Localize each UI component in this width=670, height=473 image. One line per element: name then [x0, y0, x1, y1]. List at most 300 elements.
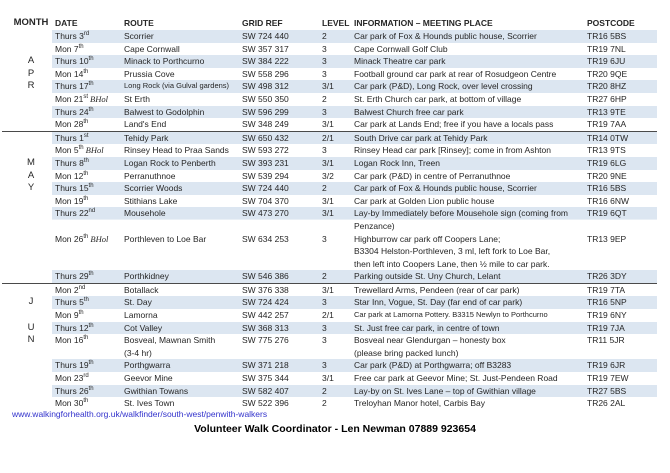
- date-ordinal: th: [88, 360, 94, 367]
- column-header-information: INFORMATION – MEETING PLACE: [354, 18, 493, 28]
- cell-month-letter: [10, 233, 52, 271]
- table-row: [2, 359, 657, 372]
- cell-info: [352, 170, 585, 183]
- cell-info: [352, 334, 585, 359]
- cell-route: [122, 397, 240, 410]
- cell-text-line: St. Just free car park, in centre of town: [354, 322, 500, 333]
- cell-grid-ref: SW 550 350: [242, 93, 289, 104]
- cell-route: [122, 309, 240, 322]
- cell-month-letter: [10, 270, 52, 283]
- cell-text-line: Car park (P&D) at Porthgwarra; off B3283: [354, 360, 512, 371]
- cell-month-letter: [10, 284, 52, 297]
- cell-month-letter: [10, 385, 52, 398]
- cell-grid-ref: SW 775 276: [242, 335, 289, 346]
- cell-postcode: TR27 5BS: [587, 385, 627, 396]
- cell-text-line: Mousehole: [124, 208, 166, 219]
- cell-level: 3: [322, 322, 327, 333]
- cell-grid-ref: SW 546 386: [242, 271, 289, 282]
- cell-text-line: (please bring packed lunch): [354, 347, 459, 358]
- cell-date: Thurs 26th: [55, 385, 94, 396]
- cell-text-line: Long Rock (via Gulval gardens): [124, 81, 230, 91]
- date-ordinal: th: [88, 385, 94, 392]
- cell-grid-ref: SW 650 432: [242, 132, 289, 143]
- cell-month-letter: [10, 195, 52, 208]
- cell-route: [122, 106, 240, 119]
- cell-text-line: Cot Valley: [124, 322, 163, 333]
- date-ordinal: rd: [83, 31, 90, 38]
- cell-text-line: Cape Cornwall: [124, 43, 180, 54]
- cell-grid-ref: SW 596 299: [242, 106, 289, 117]
- cell-level: 3/1: [322, 157, 334, 168]
- cell-route: [122, 43, 240, 56]
- cell-date: Thurs 3rd: [55, 31, 90, 41]
- cell-level: 3/1: [322, 195, 334, 206]
- table-row: [2, 195, 657, 208]
- cell-info: [352, 55, 585, 68]
- date-ordinal: th: [83, 335, 89, 342]
- cell-text-line: Cape Cornwall Golf Club: [354, 43, 448, 54]
- cell-grid-ref: SW 558 296: [242, 68, 289, 79]
- date-ordinal: th: [88, 271, 94, 278]
- cell-text-line: Treloyhan Manor hotel, Carbis Bay: [354, 398, 486, 409]
- cell-month-letter: [10, 359, 52, 372]
- table-row: [2, 397, 657, 410]
- cell-month-letter: A: [27, 55, 35, 67]
- cell-grid-ref: SW 724 424: [242, 297, 289, 308]
- cell-info: [352, 43, 585, 56]
- cell-text-line: Balwest to Godolphin: [124, 106, 205, 117]
- date-ordinal: th: [83, 195, 89, 202]
- cell-level: 3/1: [322, 284, 334, 295]
- cell-info: [352, 80, 585, 93]
- cell-info: [352, 233, 585, 271]
- cell-text-line: Star Inn, Vogue, St. Day (far end of car park): [354, 297, 523, 308]
- cell-info: [352, 132, 585, 145]
- cell-level: 2: [322, 93, 327, 104]
- cell-text-line: Car park at Lamorna Pottery. B3315 Newlyn to Porthcurno: [354, 310, 548, 320]
- table-row: [2, 80, 657, 93]
- cell-grid-ref: SW 348 249: [242, 119, 289, 130]
- cell-route: [122, 334, 240, 359]
- table-row: [2, 296, 657, 309]
- cell-month-letter: [10, 207, 52, 232]
- cell-text-line: St Erth: [124, 93, 150, 104]
- cell-grid-ref: SW 376 338: [242, 284, 289, 295]
- cell-info: [352, 270, 585, 283]
- cell-route: [122, 372, 240, 385]
- cell-level: 3: [322, 233, 327, 244]
- cell-date: Mon 26th BHol: [55, 233, 109, 244]
- cell-postcode: TR20 8HZ: [587, 81, 627, 92]
- cell-postcode: TR20 9QE: [587, 68, 628, 79]
- cell-text-line: Tehidy Park: [124, 132, 169, 143]
- cell-month-letter: U: [27, 321, 35, 333]
- cell-month-letter: M: [27, 156, 35, 168]
- cell-postcode: TR14 0TW: [587, 132, 629, 143]
- cell-text-line: St. Ives Town: [124, 398, 175, 409]
- column-header-level: LEVEL: [322, 18, 350, 28]
- date-ordinal: th: [88, 183, 94, 190]
- cell-route: [122, 284, 240, 297]
- cell-info: [352, 359, 585, 372]
- cell-level: 2: [322, 271, 327, 282]
- cell-postcode: TR19 6JR: [587, 360, 626, 371]
- cell-text-line: Car park at Lands End; free if you have a locals pass: [354, 119, 554, 130]
- date-ordinal: th: [83, 398, 89, 405]
- cell-route: [122, 170, 240, 183]
- table-row: [2, 43, 657, 56]
- table-row: [2, 144, 657, 157]
- cell-grid-ref: SW 357 317: [242, 43, 289, 54]
- table-row: [2, 55, 657, 68]
- cell-text-line: then left into Coopers Lane, then ½ mile to car park.: [354, 258, 550, 269]
- cell-grid-ref: SW 375 344: [242, 373, 289, 384]
- cell-date: Thurs 22nd: [55, 208, 96, 219]
- cell-month-letter: [10, 118, 52, 131]
- cell-level: 3: [322, 335, 327, 346]
- cell-route: [122, 80, 240, 93]
- cell-date: Mon 19th: [55, 195, 89, 206]
- date-ordinal: th: [88, 106, 94, 113]
- cell-month-letter: N: [27, 334, 35, 346]
- cell-route: [122, 296, 240, 309]
- cell-route: [122, 359, 240, 372]
- bank-holiday-label: BHol: [85, 145, 104, 156]
- footer-link[interactable]: www.walkingforhealth.org.uk/walkfinder/south-west/penwith-walkers: [12, 409, 268, 419]
- cell-text-line: Penzance): [354, 220, 395, 231]
- cell-route: [122, 270, 240, 283]
- cell-postcode: TR20 9NE: [587, 170, 627, 181]
- cell-date: Thurs 15th: [55, 183, 94, 194]
- cell-info: [352, 118, 585, 131]
- cell-text-line: Logan Rock Inn, Treen: [354, 157, 441, 168]
- table-row: [2, 170, 657, 183]
- table-row: [2, 106, 657, 119]
- cell-route: [122, 30, 240, 43]
- cell-text-line: Minack Theatre car park: [354, 56, 446, 67]
- cell-postcode: TR16 5NP: [587, 297, 627, 308]
- cell-text-line: Bosveal near Glendurgan – honesty box: [354, 335, 506, 346]
- cell-postcode: TR19 7EW: [587, 373, 629, 384]
- cell-route: [122, 207, 240, 232]
- cell-date: Thurs 19th: [55, 360, 94, 371]
- cell-grid-ref: SW 593 272: [242, 145, 289, 156]
- cell-text-line: Perranuthnoe: [124, 170, 176, 181]
- cell-info: [352, 309, 585, 322]
- table-body: [2, 30, 657, 410]
- cell-text-line: Football ground car park at rear of Rosudgeon Centre: [354, 68, 557, 79]
- cell-text-line: Geevor Mine: [124, 373, 173, 384]
- date-ordinal: th: [83, 297, 89, 304]
- table-header-row: [2, 17, 657, 30]
- cell-level: 3/1: [322, 119, 334, 130]
- cell-route: [122, 195, 240, 208]
- cell-grid-ref: SW 704 370: [242, 195, 289, 206]
- table-row: [2, 372, 657, 385]
- cell-text-line: Trewellard Arms, Pendeen (rear of car park): [354, 284, 520, 295]
- cell-text-line: Car park at Golden Lion public house: [354, 195, 495, 206]
- cell-text-line: Car park (P&D) in centre of Perranuthnoe: [354, 170, 511, 181]
- cell-postcode: TR19 6NY: [587, 310, 627, 321]
- cell-grid-ref: SW 371 218: [242, 360, 289, 371]
- table-row: [2, 284, 657, 297]
- cell-level: 2/1: [322, 310, 334, 321]
- cell-date: Mon 9th: [55, 310, 84, 321]
- cell-text-line: Lay-by on St. Ives Lane – top of Gwithian village: [354, 385, 536, 396]
- cell-info: [352, 385, 585, 398]
- cell-date: Mon 14th: [55, 68, 89, 79]
- cell-level: 3: [322, 43, 327, 54]
- month-section-may: [2, 131, 657, 283]
- walks-schedule-table: [2, 17, 657, 410]
- cell-level: 2: [322, 31, 327, 41]
- cell-month-letter: [10, 397, 52, 410]
- date-ordinal: st: [83, 132, 89, 139]
- cell-info: [352, 182, 585, 195]
- cell-date: Mon 12th: [55, 170, 89, 181]
- cell-text-line: Stithians Lake: [124, 195, 178, 206]
- table-row: [2, 30, 657, 43]
- cell-month-letter: [10, 132, 52, 145]
- cell-grid-ref: SW 724 440: [242, 183, 289, 194]
- table-row: [2, 93, 657, 106]
- cell-route: [122, 144, 240, 157]
- date-ordinal: th: [78, 43, 84, 50]
- cell-text-line: Scorrier Woods: [124, 183, 183, 194]
- cell-postcode: TR19 7AA: [587, 119, 627, 130]
- coordinator-text: Volunteer Walk Coordinator - Len Newman 07889 923654: [194, 423, 476, 435]
- cell-postcode: TR13 9TE: [587, 106, 626, 117]
- cell-text-line: Lay-by Immediately before Mousehole sign (coming from: [354, 208, 569, 219]
- table-row: [2, 270, 657, 283]
- cell-postcode: TR16 5BS: [587, 183, 627, 194]
- table-row: [2, 132, 657, 145]
- cell-level: 2/1: [322, 132, 334, 143]
- cell-route: [122, 55, 240, 68]
- cell-grid-ref: SW 724 440: [242, 31, 289, 41]
- date-ordinal: th: [88, 81, 94, 88]
- cell-text-line: Car park of Fox & Hounds public house, Scorrier: [354, 31, 537, 41]
- cell-level: 3/1: [322, 373, 334, 384]
- cell-text-line: Bosveal, Mawnan Smith: [124, 335, 216, 346]
- table-row: [2, 118, 657, 131]
- cell-level: 3: [322, 106, 327, 117]
- cell-postcode: TR13 9TS: [587, 145, 626, 156]
- cell-text-line: Lamorna: [124, 310, 158, 321]
- date-ordinal: nd: [88, 208, 96, 215]
- cell-level: 3: [322, 68, 327, 79]
- cell-level: 2: [322, 398, 327, 409]
- cell-text-line: Car park (P&D), Long Rock, over level crossing: [354, 81, 533, 92]
- cell-grid-ref: SW 368 313: [242, 322, 289, 333]
- cell-postcode: TR13 9EP: [587, 233, 627, 244]
- table-row: [2, 309, 657, 322]
- cell-info: [352, 397, 585, 410]
- cell-text-line: Highburrow car park off Coopers Lane;: [354, 233, 501, 244]
- date-ordinal: rd: [83, 373, 89, 380]
- column-header-month: MONTH: [13, 17, 49, 28]
- cell-route: [122, 385, 240, 398]
- cell-level: 2: [322, 385, 327, 396]
- cell-level: 3: [322, 297, 327, 308]
- cell-route: [122, 68, 240, 81]
- cell-month-letter: [10, 93, 52, 106]
- cell-route: [122, 118, 240, 131]
- cell-postcode: TR19 6QT: [587, 208, 627, 219]
- cell-date: Thurs 24th: [55, 106, 94, 117]
- table-row: [2, 233, 657, 271]
- column-header-route: ROUTE: [124, 18, 154, 28]
- cell-date: Mon 28th: [55, 119, 89, 130]
- cell-info: [352, 68, 585, 81]
- cell-info: [352, 296, 585, 309]
- cell-text-line: Free car park at Geevor Mine; St. Just-Pendeen Road: [354, 373, 558, 384]
- cell-month-letter: J: [28, 296, 34, 308]
- cell-date: Thurs 8th: [55, 157, 89, 168]
- table-row: [2, 334, 657, 359]
- cell-route: [122, 322, 240, 335]
- cell-text-line: Scorrier: [124, 31, 154, 41]
- cell-info: [352, 284, 585, 297]
- cell-grid-ref: SW 539 294: [242, 170, 289, 181]
- table-row: [2, 157, 657, 170]
- cell-month-letter: P: [27, 67, 35, 79]
- date-ordinal: th: [83, 158, 89, 165]
- cell-level: 3: [322, 145, 327, 156]
- cell-route: [122, 157, 240, 170]
- cell-level: 3/1: [322, 208, 334, 219]
- cell-date: Thurs 5th: [55, 297, 89, 308]
- cell-grid-ref: SW 522 396: [242, 398, 289, 409]
- column-header-postcode: POSTCODE: [587, 18, 635, 28]
- cell-grid-ref: SW 498 312: [242, 81, 289, 92]
- cell-info: [352, 322, 585, 335]
- cell-text-line: South Drive car park at Tehidy Park: [354, 132, 488, 143]
- cell-date: Mon 5th BHol: [55, 145, 104, 156]
- cell-date: Thurs 1st: [55, 132, 89, 143]
- cell-month-letter: [10, 43, 52, 56]
- cell-text-line: Porthgwarra: [124, 360, 171, 371]
- cell-route: [122, 93, 240, 106]
- table-row: [2, 385, 657, 398]
- date-ordinal: th: [83, 233, 89, 240]
- cell-postcode: TR16 6NW: [587, 195, 630, 206]
- cell-info: [352, 207, 585, 232]
- date-ordinal: th: [78, 145, 84, 152]
- cell-month-letter: R: [27, 80, 35, 92]
- cell-level: 2: [322, 183, 327, 194]
- date-ordinal: nd: [78, 285, 86, 292]
- date-ordinal: th: [83, 68, 89, 75]
- cell-grid-ref: SW 634 253: [242, 233, 289, 244]
- bank-holiday-label: BHol: [90, 93, 108, 104]
- cell-level: 3: [322, 56, 327, 67]
- cell-grid-ref: SW 442 257: [242, 310, 289, 321]
- cell-info: [352, 106, 585, 119]
- date-ordinal: th: [78, 310, 84, 317]
- cell-text-line: Rinsey Head car park [Rinsey]; come in from Ashton: [354, 145, 551, 156]
- column-header-grid-ref: GRID REF: [242, 18, 283, 28]
- cell-postcode: TR16 5BS: [587, 31, 627, 41]
- cell-month-letter: A: [27, 169, 35, 181]
- cell-route: [122, 132, 240, 145]
- cell-month-letter: [10, 144, 52, 157]
- cell-text-line: St. Erth Church car park, at bottom of village: [354, 93, 522, 104]
- cell-postcode: TR26 3DY: [587, 271, 627, 282]
- column-header-date: DATE: [55, 18, 78, 28]
- cell-month-letter: [10, 30, 52, 43]
- cell-date: Mon 30th: [55, 398, 89, 409]
- cell-level: 3: [322, 360, 327, 371]
- cell-date: Mon 7th: [55, 43, 84, 54]
- cell-date: Thurs 10th: [55, 56, 94, 67]
- cell-route: [122, 233, 240, 271]
- cell-grid-ref: SW 393 231: [242, 157, 289, 168]
- date-ordinal: th: [88, 322, 94, 329]
- month-section-apr: [2, 30, 657, 131]
- cell-month-letter: [10, 106, 52, 119]
- cell-text-line: Land's End: [124, 119, 167, 130]
- bank-holiday-label: BHol: [90, 233, 109, 244]
- cell-route: [122, 182, 240, 195]
- cell-level: 3/1: [322, 81, 334, 92]
- cell-month-letter: [10, 309, 52, 322]
- cell-text-line: Minack to Porthcurno: [124, 56, 205, 67]
- cell-text-line: Prussia Cove: [124, 68, 175, 79]
- cell-info: [352, 157, 585, 170]
- cell-grid-ref: SW 473 270: [242, 208, 289, 219]
- table-row: [2, 182, 657, 195]
- cell-date: Thurs 17th: [55, 81, 94, 92]
- cell-text-line: St. Day: [124, 297, 152, 308]
- cell-info: [352, 195, 585, 208]
- cell-text-line: Gwithian Towans: [124, 385, 189, 396]
- cell-date: Mon 23rd: [55, 373, 89, 384]
- cell-date: Mon 21st BHol: [55, 93, 108, 104]
- month-section-jun: [2, 283, 657, 410]
- cell-text-line: (3-4 hr): [124, 347, 152, 358]
- cell-info: [352, 144, 585, 157]
- date-ordinal: st: [83, 94, 89, 101]
- cell-text-line: Balwest Church free car park: [354, 106, 464, 117]
- cell-postcode: TR27 6HP: [587, 93, 627, 104]
- cell-month-letter: Y: [27, 182, 35, 194]
- cell-date: Mon 2nd: [55, 284, 86, 295]
- cell-text-line: B3304 Helston-Porthleven, 3 ml, left fork to Loe Bar,: [354, 246, 551, 257]
- cell-date: Thurs 12th: [55, 322, 94, 333]
- cell-level: 3/2: [322, 170, 334, 181]
- cell-date: Mon 16th: [55, 335, 89, 346]
- table-row: [2, 322, 657, 335]
- cell-postcode: TR11 5JR: [587, 335, 625, 346]
- cell-text-line: Porthleven to Loe Bar: [124, 233, 207, 244]
- cell-info: [352, 30, 585, 43]
- cell-text-line: Parking outside St. Uny Church, Lelant: [354, 271, 501, 282]
- cell-postcode: TR19 7JA: [587, 322, 625, 333]
- cell-month-letter: [10, 372, 52, 385]
- cell-postcode: TR19 7NL: [587, 43, 626, 54]
- date-ordinal: th: [88, 56, 94, 63]
- cell-postcode: TR19 6JU: [587, 56, 626, 67]
- cell-postcode: TR19 6LG: [587, 157, 627, 168]
- cell-postcode: TR26 2AL: [587, 398, 626, 409]
- cell-text-line: Porthkidney: [124, 271, 169, 282]
- cell-text-line: Logan Rock to Penberth: [124, 157, 216, 168]
- cell-info: [352, 93, 585, 106]
- date-ordinal: th: [83, 119, 89, 126]
- cell-grid-ref: SW 384 222: [242, 56, 289, 67]
- cell-text-line: Car park of Fox & Hounds public house, Scorrier: [354, 183, 537, 194]
